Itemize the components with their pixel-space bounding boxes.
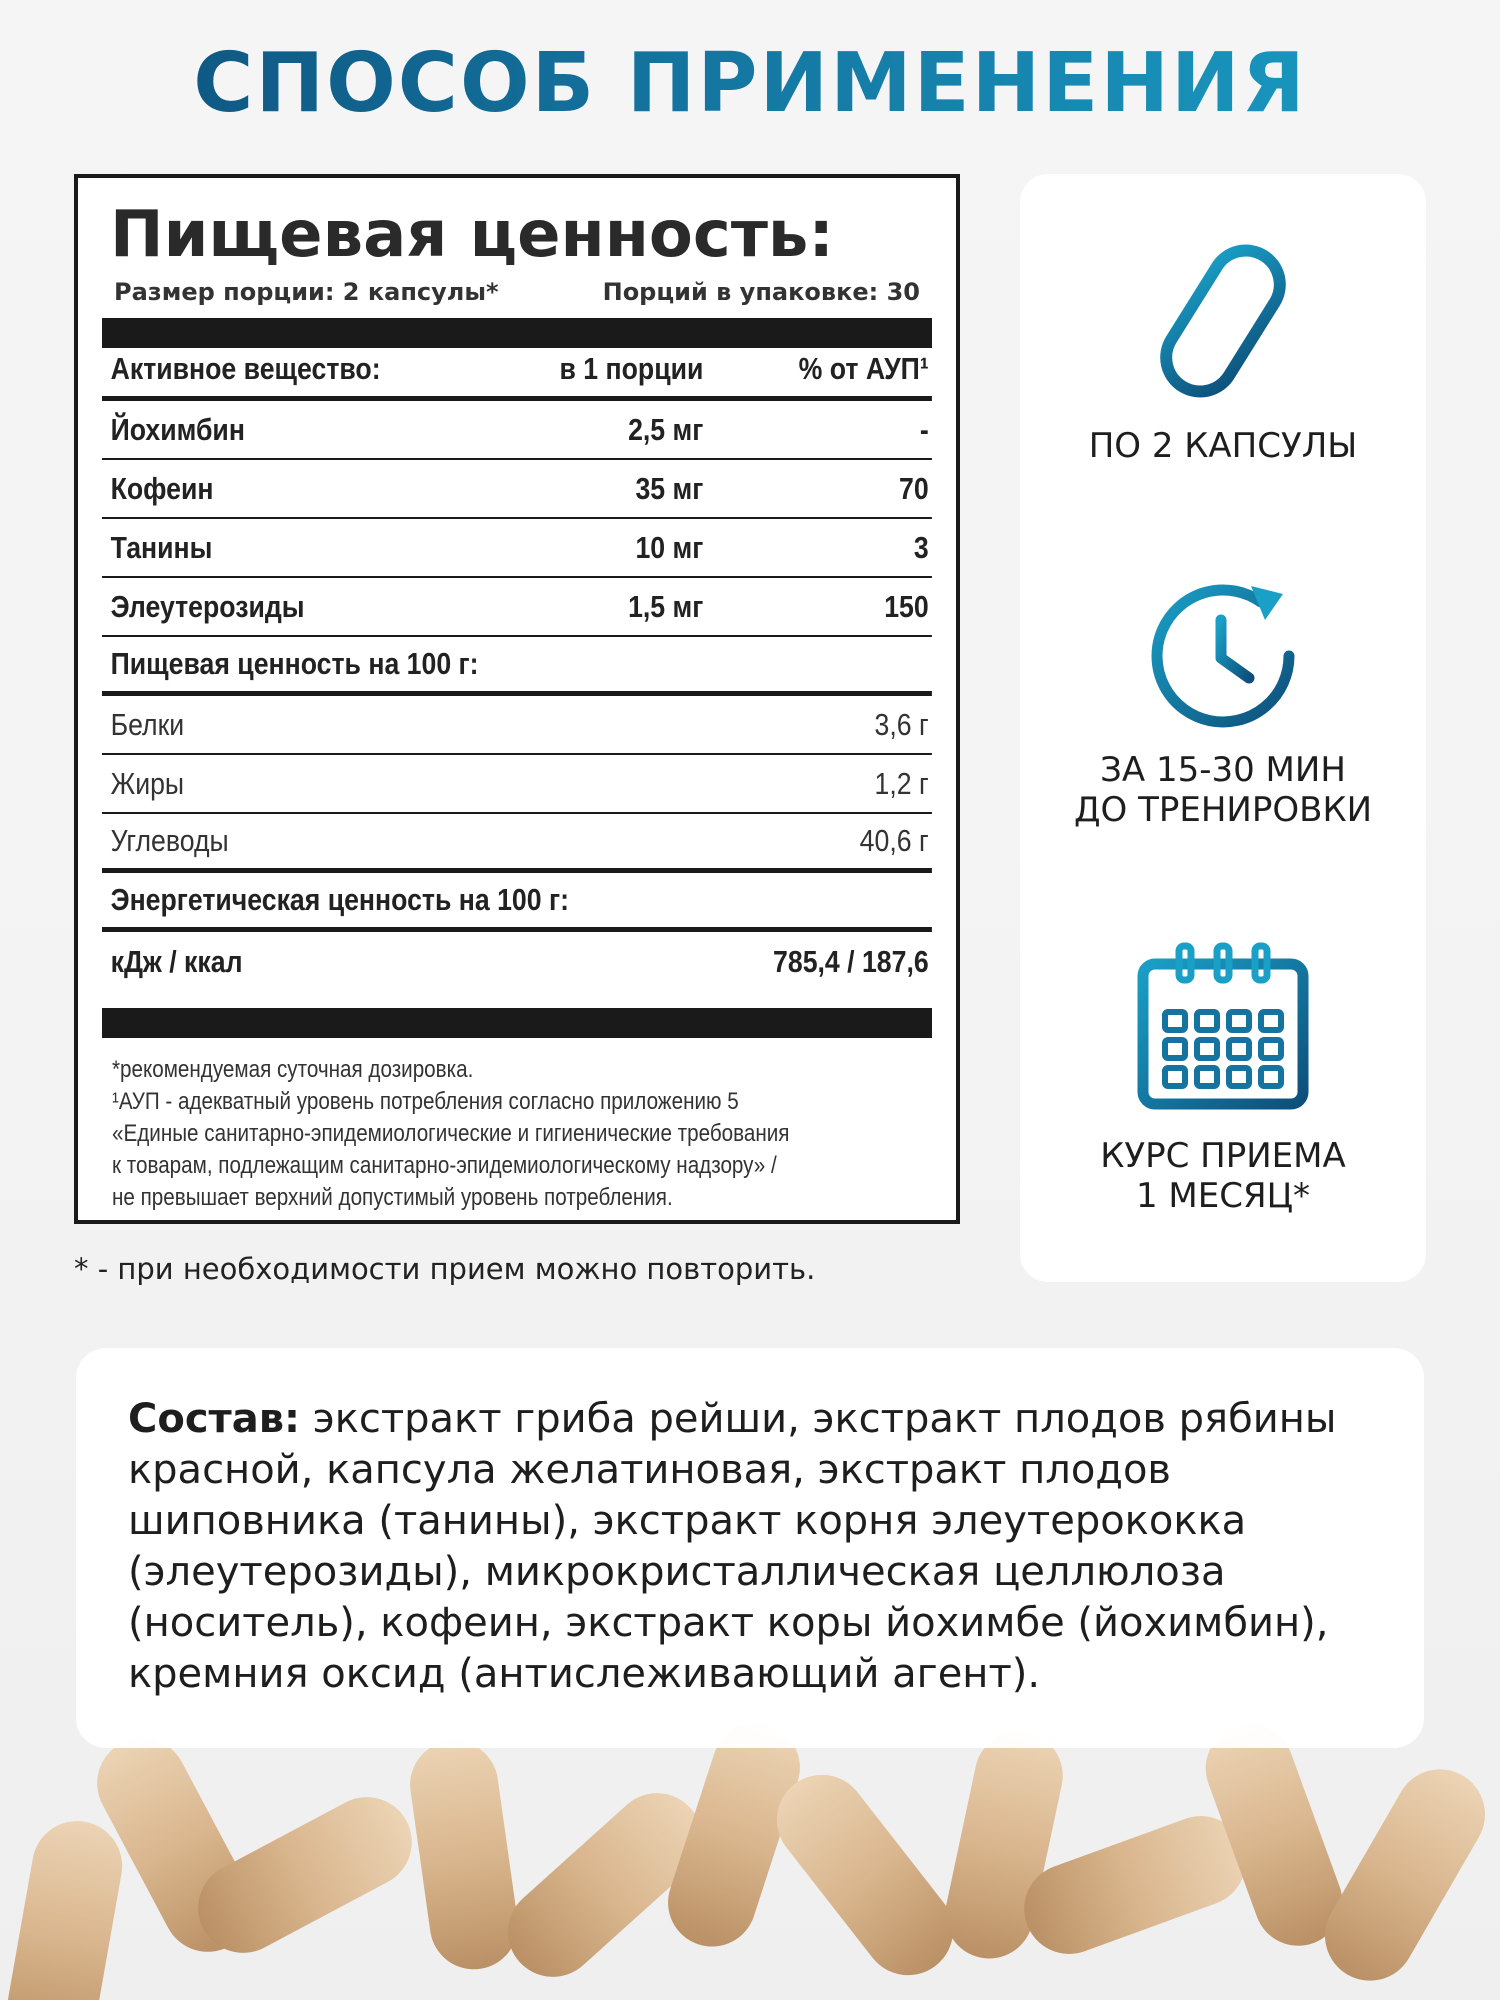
composition-block [76,1348,1424,1748]
usage-label: ПО 2 КАПСУЛЫ [1088,426,1358,466]
table-row [102,696,932,755]
usage-label [1020,750,1426,830]
composition-text [128,1394,1374,1700]
header-percent: % от АУП¹ [798,351,929,386]
capsule-icon [1138,236,1308,406]
usage-label-line: ЗА 15-30 МИН [1100,750,1346,790]
energy-value: 785,4 / 187,6 [773,943,929,979]
nutrient-name: Углеводы [110,823,229,858]
table-row [102,519,932,578]
usage-item-course [1020,936,1426,1112]
note-line: «Единые санитарно-эпидемиологические и гигиенические требования [112,1120,790,1147]
nutrition-panel [74,174,960,1224]
table-row [102,401,932,460]
substance-amount: 10 мг [635,529,704,565]
clock-icon [1143,572,1303,732]
per100-heading: Пищевая ценность на 100 г: [110,646,479,681]
nutrient-name: Белки [110,706,185,742]
usage-card [1020,174,1426,1282]
note-line: ¹АУП - адекватный уровень потребления согласно приложению 5 [112,1088,739,1115]
composition-label: Состав: [128,1396,301,1442]
usage-label-line: ДО ТРЕНИРОВКИ [1073,790,1373,830]
table-row [102,578,932,637]
usage-label-line: КУРС ПРИЕМА [1100,1136,1346,1176]
energy-heading-row [102,873,932,932]
divider-bar-bottom [102,1008,932,1038]
header-per-serving: в 1 порции [559,351,704,386]
servings-per-pack: Порций в упаковке: 30 [602,278,920,306]
energy-row [102,932,932,991]
nutrient-name: Жиры [110,765,185,801]
nutrient-value: 1,2 г [874,765,929,801]
nutrient-value: 40,6 г [859,823,929,858]
calendar-icon [1135,936,1311,1112]
nutrient-value: 3,6 г [874,706,929,742]
usage-label-line: 1 МЕСЯЦ* [1135,1176,1311,1216]
substance-name: Танины [110,529,213,565]
substance-amount: 2,5 мг [628,411,704,447]
energy-name: кДж / ккал [110,943,243,979]
nutrition-heading: Пищевая ценность: [110,198,834,272]
repeat-footnote: * - при необходимости прием можно повторить. [74,1252,816,1286]
serving-size: Размер порции: 2 капсулы* [114,278,499,306]
composition-ingredients: экстракт гриба рейши, экстракт плодов рябины красной, капсула желатиновая, экстракт плодов шиповника (танины), экстракт корня элеутерококка (элеутерозиды), микрокристаллическая целлюлоза (носитель), кофеин, экстракт коры йохимбе (йохимбин), кремния оксид (антислеживающий агент). [128,1396,1337,1697]
substance-name: Кофеин [110,470,214,506]
note-line: к товарам, подлежащим санитарно-эпидемиологическому надзору» / [112,1152,777,1179]
usage-item-capsule [1020,236,1426,406]
note-line: *рекомендуемая суточная дозировка. [112,1056,474,1083]
substance-name: Йохимбин [110,411,245,447]
table-header-row [102,342,932,401]
note-line: не превышает верхний допустимый уровень потребления. [112,1184,673,1211]
serving-info [114,278,920,306]
page-title: СПОСОБ ПРИМЕНЕНИЯ [0,36,1500,131]
nutrition-notes [112,1054,886,1214]
substance-amount: 35 мг [635,470,704,506]
energy-heading: Энергетическая ценность на 100 г: [110,882,569,917]
usage-label [1020,1136,1426,1216]
per100-heading-row [102,637,932,696]
substance-percent: 3 [913,529,929,565]
header-substance: Активное вещество: [110,351,381,386]
substance-percent: 150 [884,588,929,624]
table-row [102,460,932,519]
substance-amount: 1,5 мг [628,588,704,624]
nutrition-table [102,342,932,991]
substance-name: Элеутерозиды [110,588,305,624]
substance-percent: - [919,411,929,447]
substance-percent: 70 [899,470,929,506]
usage-item-timing [1020,572,1426,732]
table-row [102,755,932,814]
table-row [102,814,932,873]
